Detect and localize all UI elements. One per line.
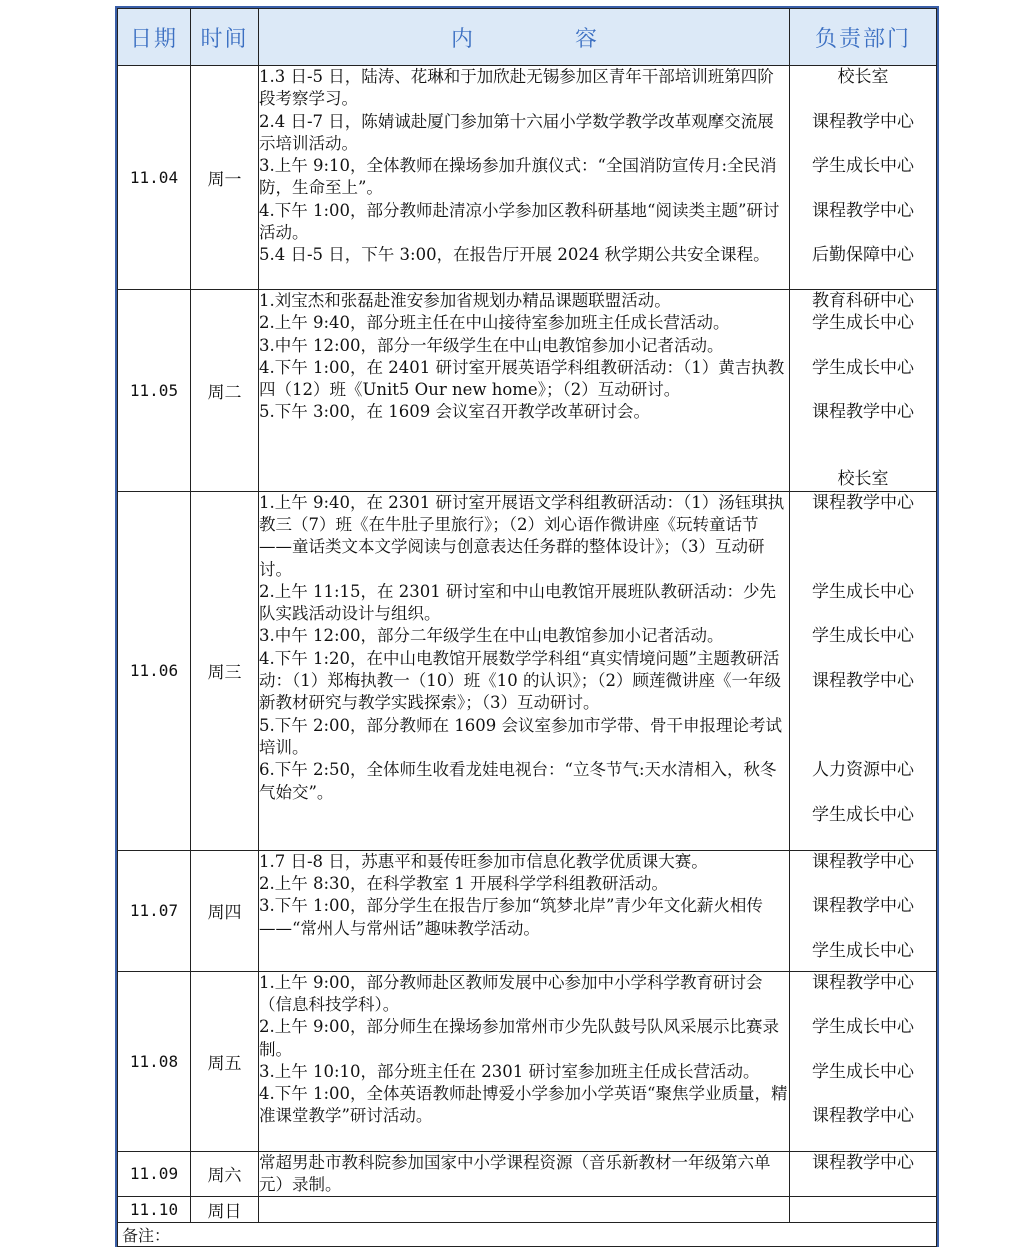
department-label: 课程教学中心 — [812, 200, 914, 221]
department-cell — [790, 971, 937, 1151]
department-label: 学生成长中心 — [812, 156, 914, 177]
department-cell — [790, 491, 937, 850]
department-label — [790, 826, 936, 848]
department-label: 校长室 — [837, 67, 889, 87]
activity-item: 3.下午 1:00，部分学生在报告厅参加“筑梦北岸”青少年文化薪火相传——“常州人与常州话”趣味教学活动。 — [259, 896, 763, 938]
department-label: 课程教学中心 — [812, 1106, 914, 1127]
department-label: 学生成长中心 — [812, 940, 914, 961]
department-label — [790, 267, 936, 289]
department-label: 课程教学中心 — [812, 972, 914, 993]
department-label — [790, 514, 936, 536]
weekday-cell: 周五 — [191, 971, 259, 1151]
content-cell — [259, 66, 790, 290]
department-label — [790, 88, 936, 110]
schedule-table — [117, 8, 937, 1247]
activity-item: 4.下午 1:00，部分教师赴清凉小学参加区教科研基地“阅读类主题”研讨活动。 — [259, 200, 780, 243]
header-content — [259, 9, 790, 66]
header-dept: 负责部门 — [790, 9, 937, 66]
date-cell: 11.06 — [118, 491, 191, 850]
weekday-cell: 周六 — [191, 1151, 259, 1197]
department-label: 课程教学中心 — [812, 111, 914, 132]
table-row — [118, 850, 937, 971]
activity-item: 1.3 日-5 日，陆涛、花琳和于加欣赴无锡参加区青年干部培训班第四阶段考察学习。 — [259, 67, 774, 109]
department-label — [790, 692, 936, 714]
department-label — [790, 335, 936, 357]
department-label: 学生成长中心 — [812, 1061, 914, 1082]
department-cell — [790, 1197, 937, 1223]
activity-item: 2.上午 11:15，在 2301 研讨室和中山电教馆开展班队教研活动：少先队实践活动设计与组织。 — [259, 581, 777, 624]
department-label — [790, 1039, 936, 1061]
table-row — [118, 971, 937, 1151]
table-row — [118, 491, 937, 850]
department-label — [790, 715, 936, 737]
activity-item: 3.中午 12:00，部分二年级学生在中山电教馆参加小记者活动。 — [259, 626, 724, 646]
schedule-body — [118, 66, 937, 1223]
header-content-char-1: 内 — [450, 26, 473, 52]
activity-item: 2.上午 9:40，部分班主任在中山接待室参加班主任成长营活动。 — [259, 313, 730, 333]
date-cell: 11.07 — [118, 850, 191, 971]
activity-item: 4.下午 1:00，全体英语教师赴博爱小学参加小学英语“聚焦学业质量，精准课堂教学”研讨活动。 — [259, 1084, 788, 1126]
note-row — [118, 1223, 937, 1247]
content-cell — [259, 1151, 790, 1197]
table-row — [118, 1151, 937, 1197]
department-label — [790, 536, 936, 558]
department-label: 课程教学中心 — [812, 1152, 914, 1173]
department-cell — [790, 1151, 937, 1197]
activity-item: 2.4 日-7 日，陈婧诚赴厦门参加第十六届小学数学教学改革观摩交流展示培训活动。 — [259, 111, 774, 153]
table-row — [118, 66, 937, 290]
date-cell: 11.08 — [118, 971, 191, 1151]
department-label — [790, 559, 936, 581]
department-label: 校长室 — [837, 469, 889, 490]
department-label — [790, 1083, 936, 1105]
department-label — [790, 379, 936, 401]
date-cell: 11.10 — [118, 1197, 191, 1223]
content-cell — [259, 850, 790, 971]
department-label — [790, 446, 936, 468]
department-label — [790, 1128, 936, 1150]
department-label: 课程教学中心 — [812, 671, 914, 692]
department-label — [790, 918, 936, 940]
department-cell — [790, 850, 937, 971]
activity-item: 3.上午 9:10，全体教师在操场参加升旗仪式：“全国消防宣传月:全民消防，生命至上”。 — [259, 156, 777, 198]
content-cell — [259, 491, 790, 850]
department-label: 课程教学中心 — [812, 896, 914, 917]
content-cell — [259, 1197, 790, 1223]
weekday-cell: 周日 — [191, 1197, 259, 1223]
department-label: 课程教学中心 — [812, 851, 914, 872]
department-label — [790, 782, 936, 804]
department-label: 学生成长中心 — [812, 581, 914, 602]
header-content-char-2: 容 — [575, 26, 598, 52]
department-label — [790, 133, 936, 155]
department-label — [790, 222, 936, 244]
activity-item: 2.上午 8:30，在科学教室 1 开展科学学科组教研活动。 — [259, 873, 669, 893]
department-label: 后勤保障中心 — [812, 245, 914, 266]
activity-item: 1.上午 9:00，部分教师赴区教师发展中心参加中小学科学教育研讨会（信息科技学科）。 — [259, 972, 763, 1014]
department-label — [790, 424, 936, 446]
department-label: 人力资源中心 — [812, 760, 914, 781]
department-cell — [790, 66, 937, 290]
activity-item: 常超男赴市教科院参加国家中小学课程资源（音乐新教材一年级第六单元）录制。 — [259, 1152, 771, 1194]
table-row — [118, 1197, 937, 1223]
department-label — [790, 603, 936, 625]
department-label — [790, 1174, 936, 1196]
department-label: 学生成长中心 — [812, 313, 914, 334]
date-cell: 11.05 — [118, 289, 191, 491]
weekday-cell: 周四 — [191, 850, 259, 971]
date-cell: 11.09 — [118, 1151, 191, 1197]
activity-item: 3.上午 10:10，部分班主任在 2301 研讨室参加班主任成长营活动。 — [259, 1061, 760, 1081]
content-cell — [259, 971, 790, 1151]
weekday-cell: 周一 — [191, 66, 259, 290]
department-label: 学生成长中心 — [812, 804, 914, 825]
activity-item: 1.上午 9:40，在 2301 研讨室开展语文学科组教研活动：（1）汤钰琪执教三（7）班《在牛肚子里旅行》；（2）刘心语作微讲座《玩转童话节——童话类文本文学阅读与创意表达任务群的整体设计》；（3）互动研讨。 — [259, 492, 785, 579]
activity-item: 5.4 日-5 日，下午 3:00，在报告厅开展 2024 秋学期公共安全课程。 — [259, 245, 770, 265]
weekday-cell: 周三 — [191, 491, 259, 850]
department-label: 课程教学中心 — [812, 402, 914, 423]
department-label: 教育科研中心 — [812, 290, 914, 311]
table-row — [118, 289, 937, 491]
content-cell — [259, 289, 790, 491]
activity-item: 2.上午 9:00，部分师生在操场参加常州市少先队鼓号队风采展示比赛录制。 — [259, 1017, 780, 1059]
department-cell — [790, 289, 937, 491]
activity-item: 1.7 日-8 日，苏惠平和聂传旺参加市信息化教学优质课大赛。 — [259, 851, 708, 871]
department-label — [790, 737, 936, 759]
department-label: 课程教学中心 — [812, 492, 914, 513]
note-cell: 备注： — [118, 1223, 937, 1247]
activity-item: 4.下午 1:20，在中山电教馆开展数学学科组“真实情境问题”主题教研活动：（1）郑梅执教一（10）班《10 的认识》；（2）顾莲微讲座《一年级新教材研究与教学实践探索》；（3）互动研讨。 — [259, 648, 781, 713]
department-label: 学生成长中心 — [812, 626, 914, 647]
activity-item: 5.下午 2:00，部分教师在 1609 会议室参加市学带、骨干申报理论考试培训。 — [259, 715, 783, 757]
department-label — [790, 648, 936, 670]
date-cell: 11.04 — [118, 66, 191, 290]
header-row — [118, 9, 937, 66]
activity-item: 1.刘宝杰和张磊赴淮安参加省规划办精品课题联盟活动。 — [259, 290, 671, 310]
weekday-cell: 周二 — [191, 289, 259, 491]
activity-item: 4.下午 1:00，在 2401 研讨室开展英语学科组教研活动：（1）黄吉执教四（12）班《Unit5 Our new home》；（2）互动研讨。 — [259, 357, 785, 400]
header-date: 日期 — [118, 9, 191, 66]
department-label: 学生成长中心 — [812, 357, 914, 378]
activity-item: 5.下午 3:00，在 1609 会议室召开教学改革研讨会。 — [259, 402, 651, 422]
activity-item: 6.下午 2:50，全体师生收看龙娃电视台：“立冬节气:天水清相入，秋冬气始交”。 — [259, 760, 777, 802]
department-label: 学生成长中心 — [812, 1017, 914, 1038]
activity-item: 3.中午 12:00，部分一年级学生在中山电教馆参加小记者活动。 — [259, 335, 724, 355]
department-label — [790, 994, 936, 1016]
header-time: 时间 — [191, 9, 259, 66]
department-label — [790, 873, 936, 895]
department-label — [790, 177, 936, 199]
